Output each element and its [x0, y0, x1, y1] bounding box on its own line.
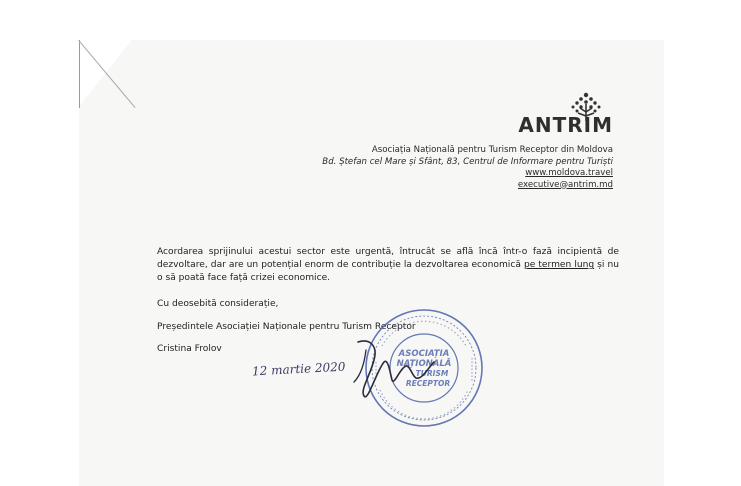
- stamp-line-3: TURISM: [415, 369, 449, 378]
- handwritten-signature: [330, 332, 440, 402]
- paragraph-text-start: Acordarea sprijinului acestui sector este urgentă, întrucât se află încă într-o fază incipientă de dezvoltare, dar are un potențial enorm de contribuție la dezvoltarea economică: [157, 247, 619, 271]
- website-link[interactable]: www.moldova.travel: [525, 168, 613, 178]
- paragraph-text-end: și nu o să poată face față crizei economice.: [157, 260, 619, 284]
- letterhead-info: [253, 145, 613, 191]
- signer-title: Președintele Asociației Naționale pentru Turism Receptor: [157, 321, 416, 332]
- signer-name: Cristina Frolov: [157, 343, 222, 354]
- stamp-line-1: ASOCIAȚIA: [398, 349, 450, 359]
- paragraph-underlined-phrase: pe termen lung: [523, 260, 595, 271]
- closing-salutation: Cu deosebită considerație,: [157, 298, 279, 309]
- organization-address: Bd. Ștefan cel Mare și Sfânt, 83, Centrul de Informare pentru Turiști: [322, 156, 613, 167]
- email-link[interactable]: executive@antrim.md: [517, 179, 613, 190]
- brand-logo-text: ANTRIM: [518, 113, 613, 137]
- stamp-line-4: RECEPTOR: [405, 379, 451, 388]
- handwritten-date: 12 martie 2020: [251, 359, 346, 379]
- stamp-line-2: NAȚIONALĂ: [396, 359, 452, 369]
- organization-name: Asociația Națională pentru Turism Receptor din Moldova: [371, 145, 613, 155]
- main-paragraph: [157, 246, 619, 286]
